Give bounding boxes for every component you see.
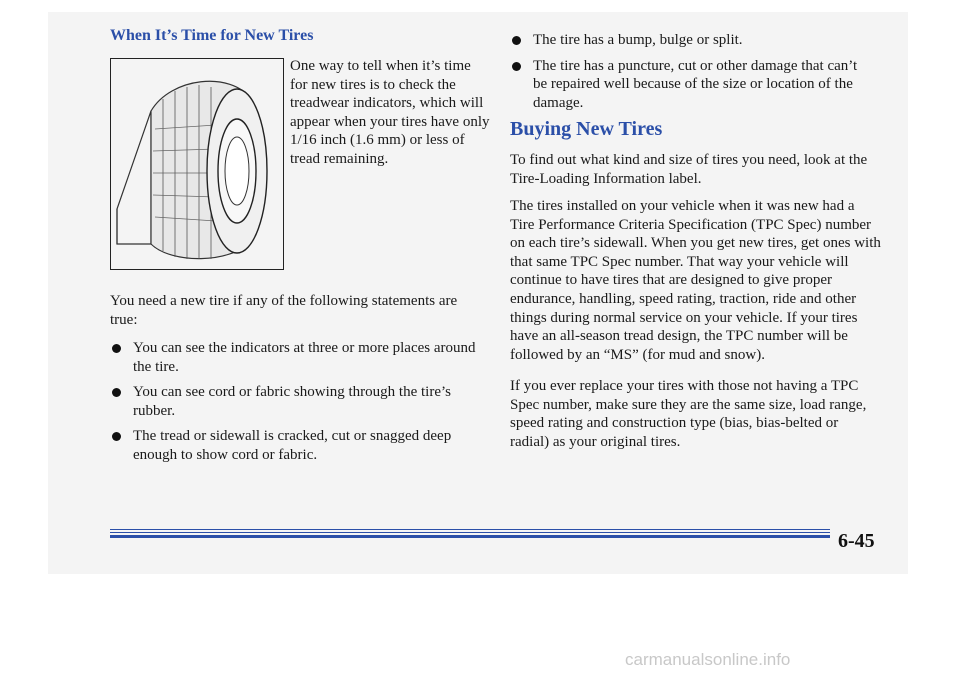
body-paragraph: To find out what kind and size of tires you need, look at the Tire-Loading Information label. xyxy=(510,152,868,187)
bullet-icon xyxy=(112,388,121,397)
page-number: 6-45 xyxy=(838,530,875,552)
tire-illustration-icon xyxy=(110,58,284,270)
lead-paragraph: You need a new tire if any of the following statements are true: xyxy=(110,293,458,328)
right-bullet-list xyxy=(510,31,870,119)
list-item: The tire has a bump, bulge or split. xyxy=(510,31,870,50)
list-item: The tire has a puncture, cut or other damage that can’t be repaired well because of the size or location of the damage. xyxy=(510,57,870,113)
watermark-text: carmanualsonline.info xyxy=(625,650,791,669)
list-item: You can see the indicators at three or more places around the tire. xyxy=(110,339,490,376)
section-heading: Buying New Tires xyxy=(510,118,663,140)
body-paragraph: If you ever replace your tires with those not having a TPC Spec number, make sure they are the same size, load range, speed rating and construction type (bias, bias-belted or radial) as your original tires. xyxy=(510,378,867,450)
list-item: You can see cord or fabric showing through the tire’s rubber. xyxy=(110,383,490,420)
list-item: The tread or sidewall is cracked, cut or snagged deep enough to show cord or fabric. xyxy=(110,427,490,464)
bullet-icon xyxy=(112,344,121,353)
bullet-icon xyxy=(512,36,521,45)
intro-paragraph: One way to tell when it’s time for new tires is to check the treadwear indicators, which will appear when your tires have only 1/16 inch (1.6 mm) or less of tread remaining. xyxy=(290,58,490,167)
bullet-icon xyxy=(112,432,121,441)
body-paragraph: The tires installed on your vehicle when it was new had a Tire Performance Criteria Specification (TPC Spec) number on each tire’s sidewall. When you get new tires, get ones with that same TPC Spec number. That way your vehicle will continue to have tires that are designed to give proper endurance, handling, speed rating, traction, ride and other things during normal service on your vehicle. If your tires have an all-season tread design, the TPC number will be followed by an “MS” (for mud and snow). xyxy=(510,198,881,363)
bullet-icon xyxy=(512,62,521,71)
section-subheading: When It’s Time for New Tires xyxy=(110,27,314,44)
left-bullet-list xyxy=(110,339,490,472)
footer-rule xyxy=(110,529,830,541)
